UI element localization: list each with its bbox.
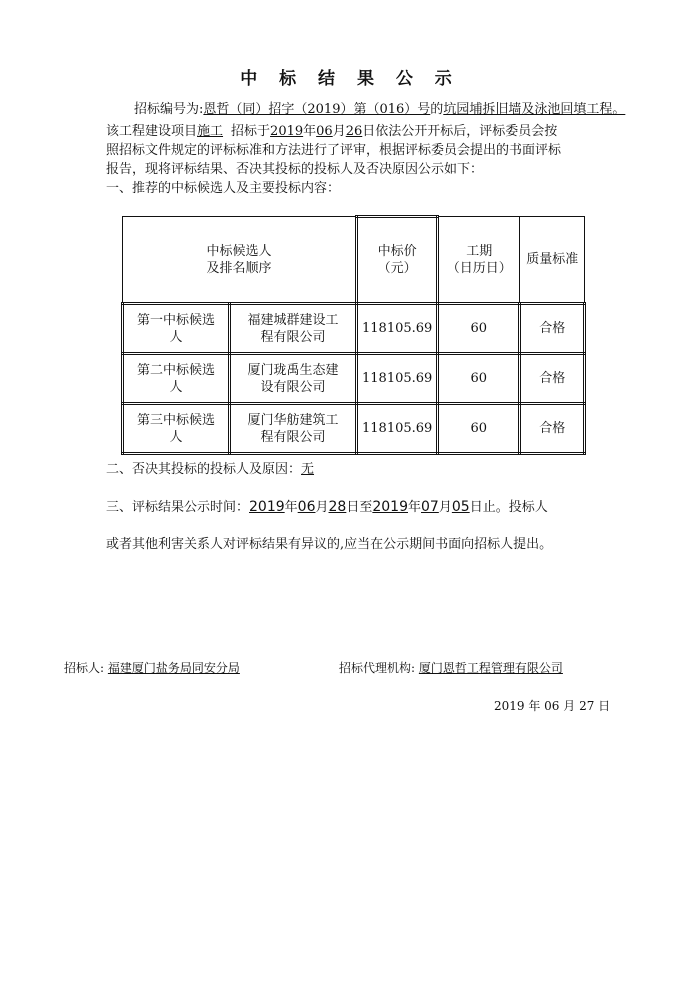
intro-line-3: 照招标文件规定的评标标准和方法进行了评审，根据评标委员会提出的书面评标 [106,143,562,158]
intro-text: 月 [332,124,346,139]
project-type: 施工 [197,124,224,139]
bid-number: 恩哲（同）招字（2019）第（016）号 [203,102,431,117]
intro-line-1 [134,102,625,118]
tenderer-name: 福建厦门盐务局同安分局 [107,661,240,675]
start-year: 2019 [249,499,285,515]
agent-label: 招标代理机构: [339,661,416,675]
quality-cell: 合格 [520,354,585,404]
company-line-1: 福建城群建设工 [247,312,339,328]
price-cell: 118105.69 [357,304,438,354]
company-cell [230,304,357,354]
open-month: 06 [316,124,333,139]
rank-line-2: 人 [169,429,183,445]
start-day: 28 [328,499,347,515]
section-3-text: 月 [438,500,452,515]
header-period-line-1: 工期 [466,243,493,259]
rank-cell [123,304,230,354]
intro-text: 该工程建设项目 [106,124,198,139]
end-month: 07 [421,499,439,515]
agent-name: 厦门恩哲工程管理有限公司 [418,661,563,675]
section-3-text: 月 [315,500,329,515]
header-candidate [123,217,357,304]
table-row [123,304,585,354]
section-3-text: 日止。投标人 [469,500,548,515]
notice-date: 2019 年 06 月 27 日 [494,699,611,713]
page-title: 中 标 结 果 公 示 [240,69,460,89]
quality-cell: 合格 [520,404,585,454]
period-cell: 60 [438,304,520,354]
bid-number-label: 招标编号为: [134,102,204,117]
rank-line-2: 人 [169,329,183,345]
tenderer [64,659,240,676]
table-row [123,354,585,404]
price-cell: 118105.69 [357,354,438,404]
table-header-row [123,217,585,304]
header-price-line-2: （元） [377,261,417,276]
header-candidate-line-1: 中标候选人 [206,243,272,259]
company-line-2: 程有限公司 [260,329,326,345]
rank-line-1: 第三中标候选 [136,412,215,428]
period-cell: 60 [438,404,520,454]
company-line-1: 厦门华舫建筑工 [247,412,339,428]
header-period-line-2: （日历日） [446,260,512,276]
header-price [357,217,438,304]
project-name: 坑园埔拆旧墙及泳池回填工程。 [443,102,626,117]
table-row [123,404,585,454]
company-cell [230,404,357,454]
section-3-line-1 [106,499,548,516]
intro-text: 的 [430,102,444,117]
section-2 [106,462,314,478]
end-year: 2019 [372,499,408,515]
header-candidate-line-2: 及排名顺序 [206,260,272,276]
intro-line-4: 报告，现将评标结果、否决其投标的投标人及否决原因公示如下： [106,162,484,177]
rank-line-1: 第二中标候选 [136,362,215,378]
header-period [438,217,520,304]
intro-text: 年 [303,124,317,139]
company-cell [230,354,357,404]
section-3-text: 年 [408,500,422,515]
agent [339,659,563,676]
section-1-heading: 一、推荐的中标候选人及主要投标内容： [106,181,341,196]
candidate-table [121,215,586,455]
rank-cell [123,404,230,454]
section-3-line-2: 或者其他利害关系人对评标结果有异议的,应当在公示期间书面向招标人提出。 [106,537,553,552]
section-3-text: 日至 [346,500,373,515]
intro-text: 招标于 [231,124,271,139]
intro-text: 日依法公开开标后，评标委员会按 [362,124,558,139]
period-cell: 60 [438,354,520,404]
quality-cell: 合格 [520,304,585,354]
rank-line-1: 第一中标候选 [136,312,215,328]
open-day: 26 [345,124,363,139]
open-year: 2019 [270,124,304,139]
rank-cell [123,354,230,404]
section-3-text: 年 [284,500,298,515]
price-cell: 118105.69 [357,404,438,454]
section-2-label: 二、否决其投标的投标人及原因： [106,462,302,477]
company-line-1: 厦门珑禹生态建 [247,362,339,378]
section-3-label: 三、评标结果公示时间： [106,500,250,515]
company-line-2: 程有限公司 [260,429,326,445]
start-month: 06 [297,499,316,515]
rank-line-2: 人 [169,379,183,395]
header-quality: 质量标准 [520,217,585,304]
company-line-2: 设有限公司 [260,379,326,395]
rejected-bidders: 无 [301,462,315,477]
header-price-line-1: 中标价 [377,244,417,259]
intro-line-2 [106,124,557,140]
tenderer-label: 招标人: [64,661,105,675]
end-day: 05 [451,499,470,515]
